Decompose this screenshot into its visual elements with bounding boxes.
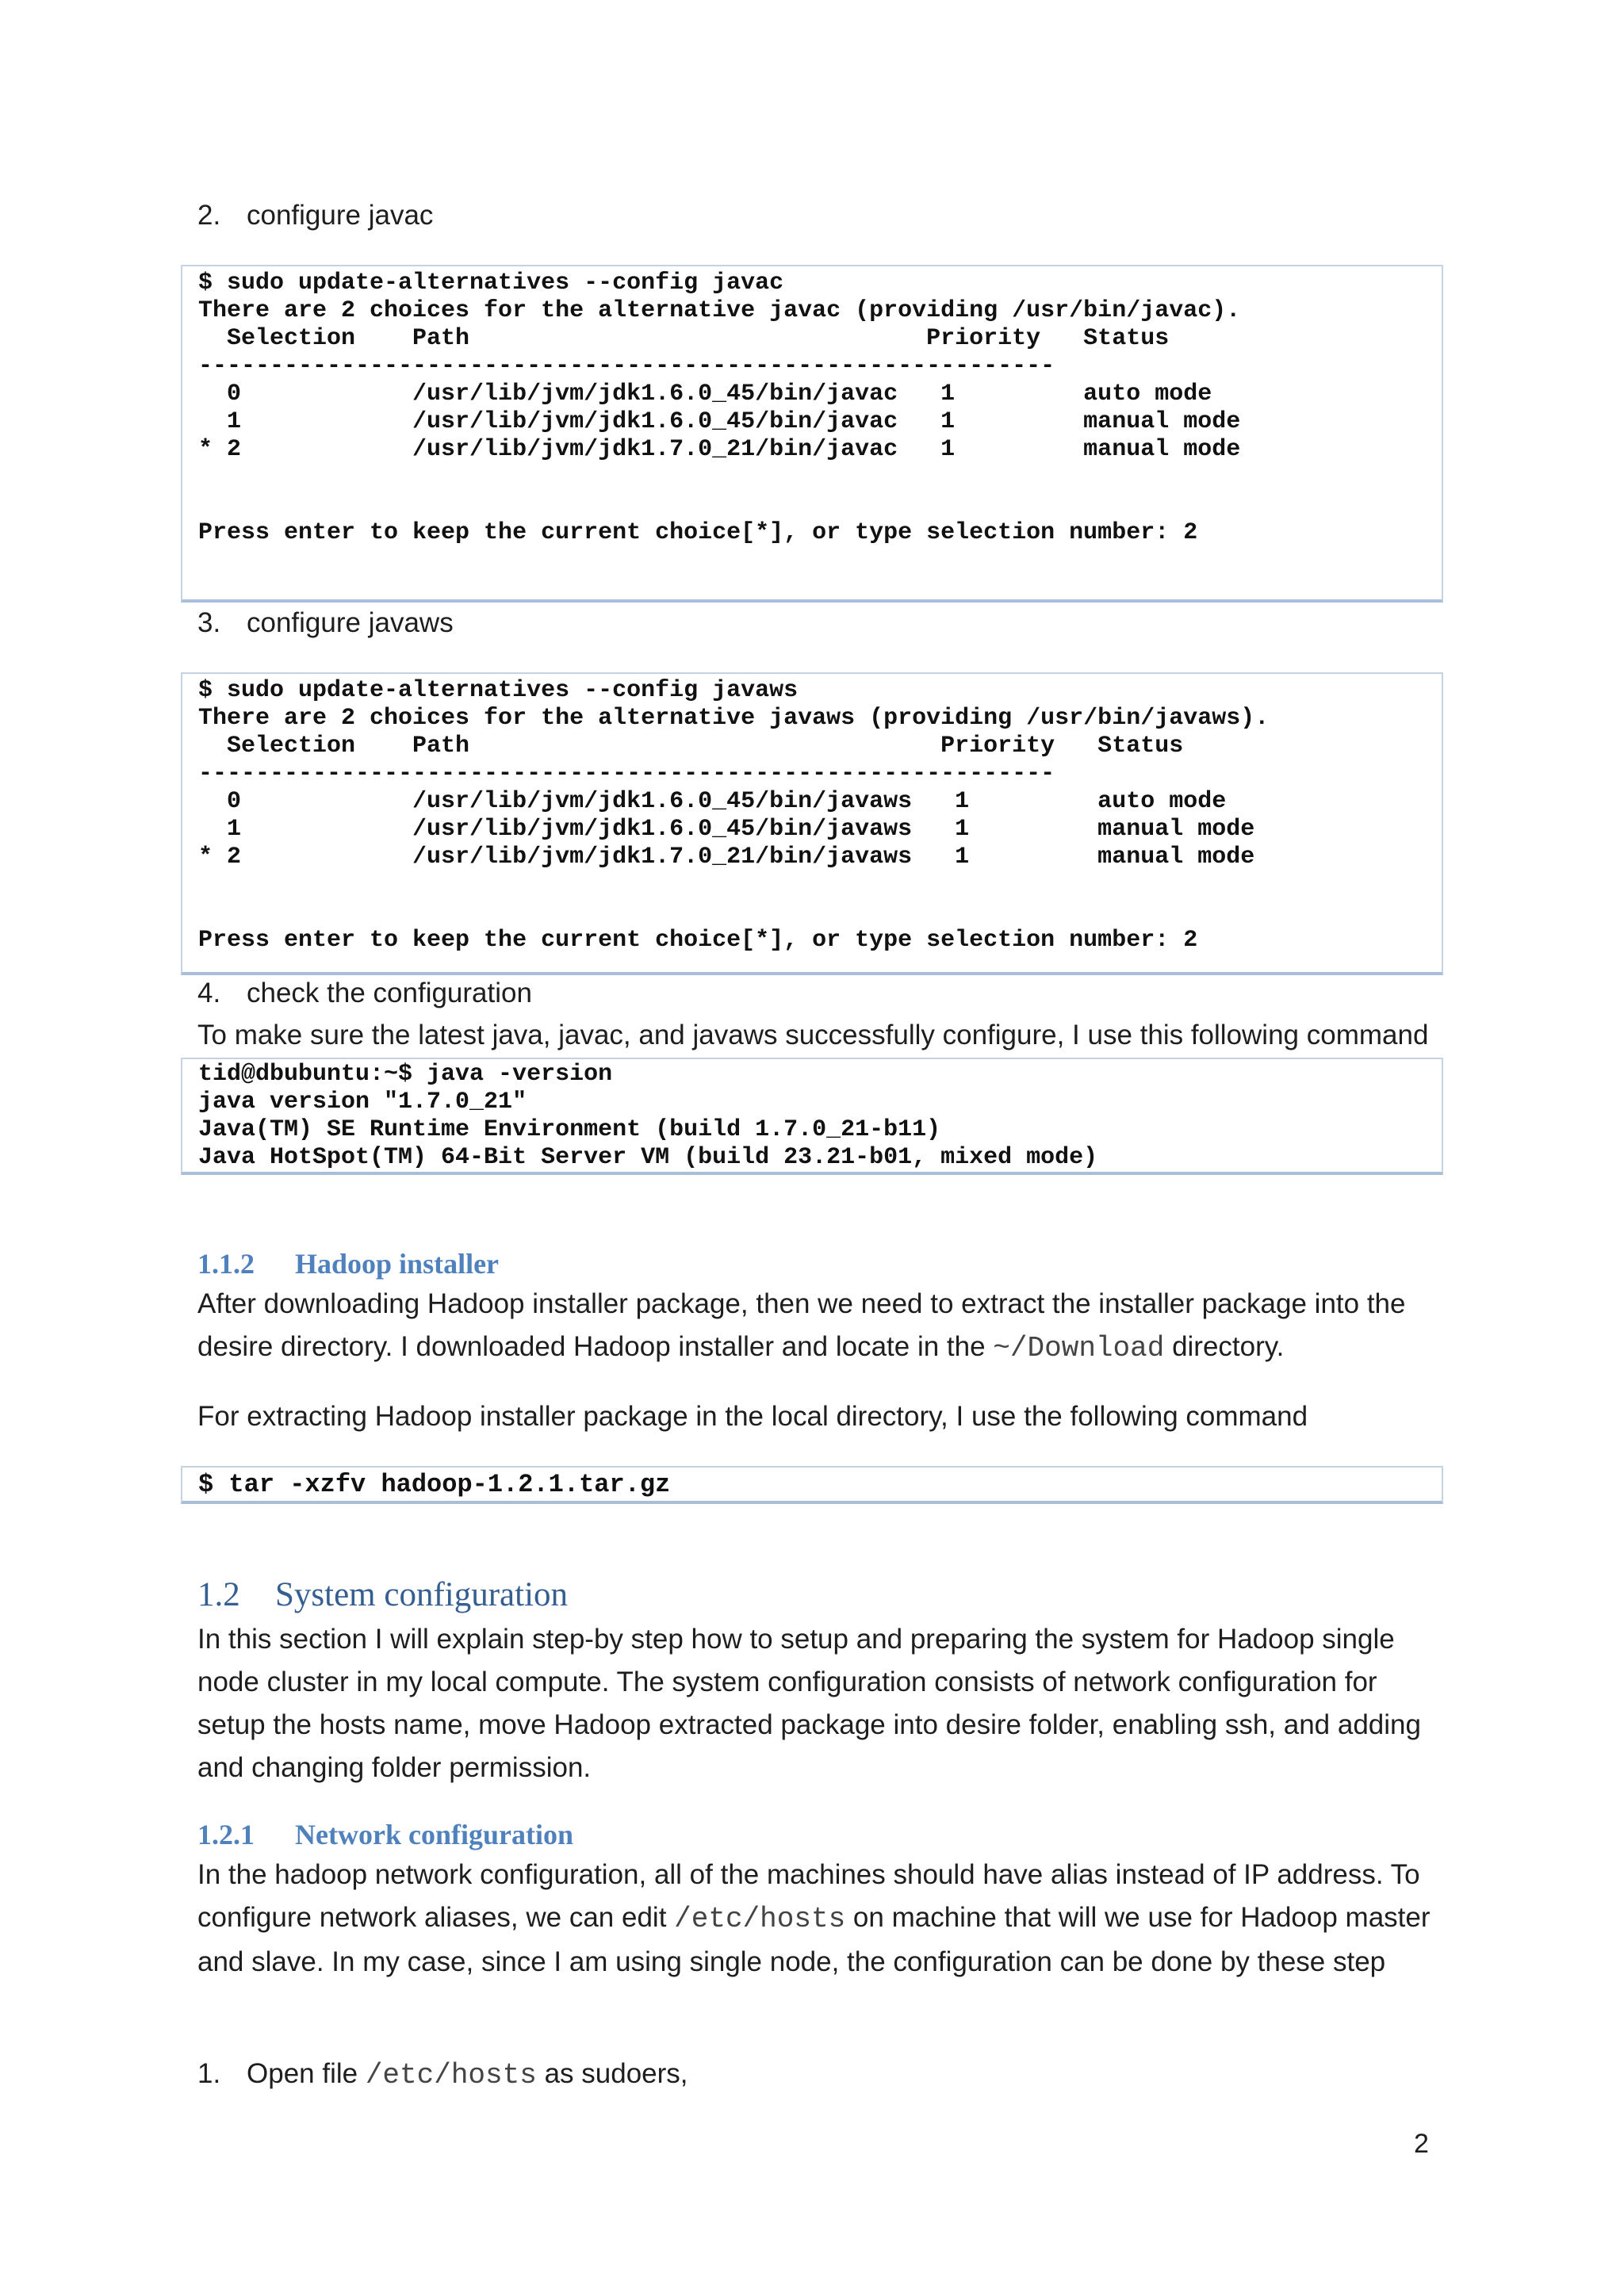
text-run: After downloading Hadoop installer package, then we need to extract the installer package into the desire directory. I downloaded Hadoop installer and locate in the xyxy=(197,1288,1406,1362)
page-number: 2 xyxy=(1414,2129,1429,2159)
step-number: 3. xyxy=(197,607,221,638)
step-number: 4. xyxy=(197,978,221,1008)
code-text-java-version: tid@dbubuntu:~$ java -version java version "1.7.0_21" Java(TM) SE Runtime Environment (build 1.7.0_21-b11) Java HotSpot(TM) 64-Bit Server VM (build 23.21-b01, mixed mode) xyxy=(198,1061,1098,1171)
hadoop-paragraph-1 xyxy=(197,1283,1434,1370)
step-label: configure javaws xyxy=(247,607,454,638)
text-run: on machine that will we use for Hadoop master and slave. In my case, since I am using single node, the configuration can be done by these step xyxy=(197,1902,1431,1977)
code-block-java-version xyxy=(181,1058,1443,1175)
hosts-path: /etc/hosts xyxy=(365,2059,537,2091)
heading-network-configuration xyxy=(197,1817,573,1852)
step-number: 2. xyxy=(197,200,221,231)
code-text-javac: $ sudo update-alternatives --config javac There are 2 choices for the alternative javac (providing /usr/bin/javac). Selection Path Priority Status ------------------------------------------------------------ 0 /usr/lib/jvm/jdk1.6.0_45/bin/javac 1 auto mode 1 /usr/lib/jvm/jdk1.6.0_45/bin/javac 1 manual mode * 2 /usr/lib/jvm/jdk1.7.0_21/bin/javac 1 manual mode Press enter to keep the current choice[*], or type selection number: 2 xyxy=(198,270,1241,546)
heading-title: Hadoop installer xyxy=(295,1248,500,1280)
step-configure-javac xyxy=(197,198,433,233)
hadoop-paragraph-2: For extracting Hadoop installer package in the local directory, I use the following command xyxy=(197,1401,1308,1432)
heading-number: 1.1.2 xyxy=(197,1248,255,1280)
heading-number: 1.2.1 xyxy=(197,1819,255,1850)
text-run: as sudoers, xyxy=(536,2058,688,2089)
heading-number: 1.2 xyxy=(197,1576,240,1613)
text-run: In the hadoop network configuration, all of the machines should have alias instead of IP address. To configure network aliases, we can edit xyxy=(197,1859,1420,1933)
text-run: Open file xyxy=(247,2058,366,2089)
check-intro-text: To make sure the latest java, javac, and javaws successfully configure, I use this following command xyxy=(197,1020,1429,1050)
code-block-javaws xyxy=(181,672,1443,975)
heading-system-configuration xyxy=(197,1575,568,1616)
download-path: ~/Download xyxy=(993,1332,1165,1364)
list-number: 1. xyxy=(197,2058,221,2089)
step-check-configuration xyxy=(197,976,532,1011)
code-text-javaws: $ sudo update-alternatives --config javaws There are 2 choices for the alternative javaws (providing /usr/bin/javaws). Selection Path Priority Status ------------------------------------------------------------ 0 /usr/lib/jvm/jdk1.6.0_45/bin/javaws 1 auto mode 1 /usr/lib/jvm/jdk1.6.0_45/bin/javaws 1 manual mode * 2 /usr/lib/jvm/jdk1.7.0_21/bin/javaws 1 manual mode Press enter to keep the current choice[*], or type selection number: 2 xyxy=(198,677,1270,954)
step-label: check the configuration xyxy=(247,978,532,1008)
step-label: configure javac xyxy=(247,200,434,231)
heading-title: System configuration xyxy=(275,1576,569,1613)
text-run: directory. xyxy=(1164,1331,1285,1362)
list-item-open-hosts xyxy=(197,2057,688,2093)
system-configuration-paragraph: In this section I will explain step-by step how to setup and preparing the system for Hadoop single node cluster in my local compute. The system configuration consists of network configuration for setup the hosts name, move Hadoop extracted package into desire folder, enabling ssh, and adding and changing folder permission. xyxy=(197,1624,1421,1783)
code-text-tar: $ tar -xzfv hadoop-1.2.1.tar.gz xyxy=(198,1470,671,1499)
code-block-tar xyxy=(181,1466,1443,1504)
step-configure-javaws xyxy=(197,606,454,641)
hosts-path: /etc/hosts xyxy=(674,1903,846,1935)
heading-title: Network configuration xyxy=(295,1819,573,1850)
network-configuration-paragraph xyxy=(197,1854,1434,1984)
code-block-javac xyxy=(181,265,1443,603)
heading-hadoop-installer xyxy=(197,1246,499,1281)
